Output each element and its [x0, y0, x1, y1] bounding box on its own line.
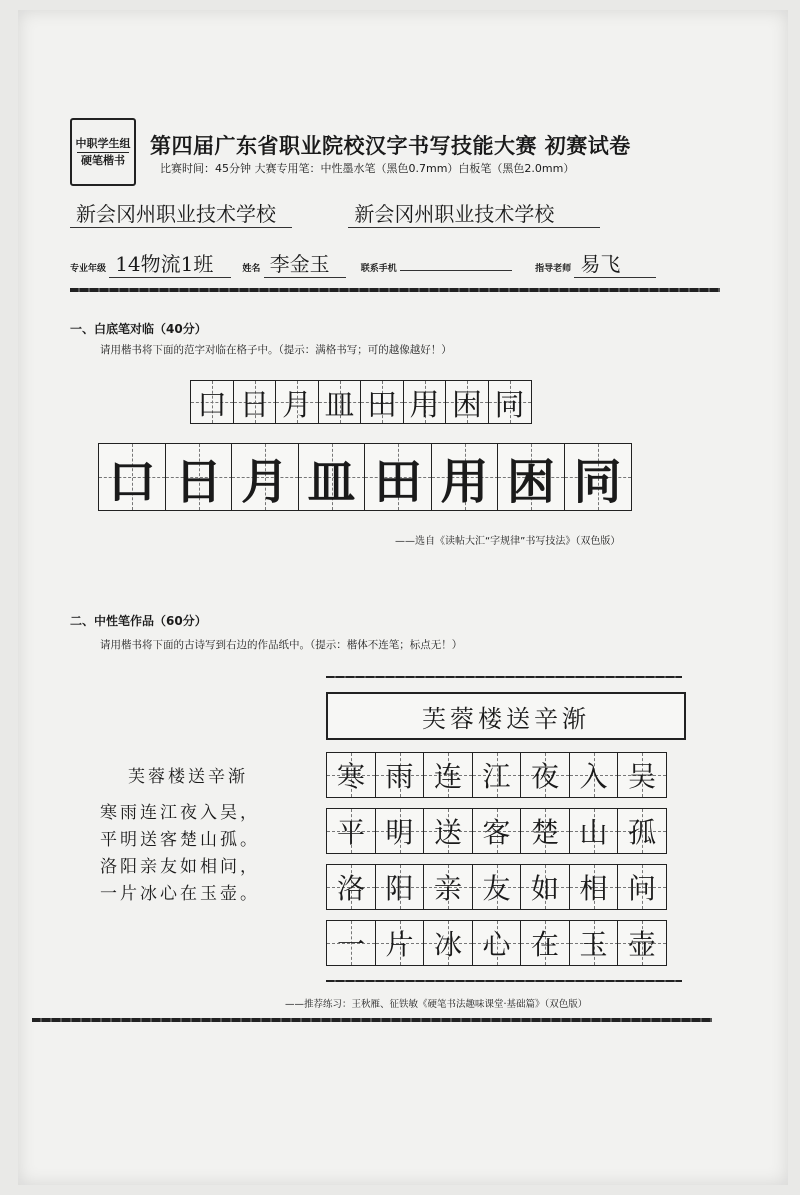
cell-char: 壶: [627, 928, 656, 961]
poem-grid-cell[interactable]: [520, 752, 570, 798]
cell-char: 寒: [336, 760, 365, 793]
section2-instruction: 请用楷书将下面的古诗写到右边的作品纸中。（提示：楷体不连笔；标点无！）: [100, 639, 463, 651]
poem-grid-cell[interactable]: [569, 752, 619, 798]
exam-subtitle: 比赛时间：45分钟 大赛专用笔：中性墨水笔（黑色0.7mm）白板笔（黑色2.0mm）: [160, 162, 575, 175]
cell-char: 问: [627, 872, 656, 905]
poem-left-title: 芙蓉楼送辛渐: [128, 767, 248, 787]
cell-char: 月: [282, 388, 312, 423]
section2-source: ——推荐练习：王秋雁、征铁敏《硬笔书法趣味课堂·基础篇》（双色版）: [285, 999, 588, 1010]
cell-char: 洛: [336, 872, 365, 905]
poem-grid-cell[interactable]: [472, 808, 522, 854]
cell-char: 明: [385, 816, 414, 849]
cell-char: 亲: [433, 872, 462, 905]
poem-grid-cell[interactable]: [326, 808, 376, 854]
poem-grid-row: [326, 752, 666, 798]
cell-char: 日: [239, 388, 270, 423]
poem-left-line: 一片冰心在玉壶。: [100, 884, 260, 904]
poem-grid-cell[interactable]: [617, 808, 667, 854]
poem-grid-cell[interactable]: [569, 864, 619, 910]
cell-char: 吴: [627, 760, 656, 793]
model-char-cell[interactable]: [233, 380, 277, 424]
cell-char: 口: [197, 388, 227, 423]
cell-char: 如: [530, 872, 559, 905]
poem-grid-cell[interactable]: [520, 808, 570, 854]
cell-char: 同: [573, 453, 622, 510]
practice-char-cell[interactable]: [231, 443, 299, 511]
name-field[interactable]: 李金玉: [264, 248, 346, 278]
practice-char-cell[interactable]: [497, 443, 565, 511]
cell-char: 客: [482, 816, 511, 849]
stamp-bottom-text: 硬笔楷书: [81, 153, 125, 167]
cell-char: 夜: [530, 760, 559, 793]
info-row: [70, 248, 656, 278]
poem-grid-cell[interactable]: [472, 752, 522, 798]
poem-grid-cell[interactable]: [326, 920, 376, 966]
footer-divider: [32, 1018, 712, 1022]
cell-char: 用: [409, 388, 440, 423]
cell-char: 一: [336, 928, 365, 961]
header-divider: [70, 288, 720, 292]
poem-grid-cell[interactable]: [569, 920, 619, 966]
cell-char: 相: [579, 872, 608, 905]
school-row: [70, 198, 600, 228]
model-char-cell[interactable]: [403, 380, 447, 424]
poem-grid-cell[interactable]: [375, 808, 425, 854]
cell-char: 江: [482, 760, 511, 793]
model-chars-row: [190, 380, 530, 424]
cell-char: 友: [482, 872, 511, 905]
model-char-cell[interactable]: [445, 380, 489, 424]
cell-char: 困: [452, 388, 482, 423]
teacher-label: 指导老师: [535, 264, 572, 274]
poem-grid-row: [326, 864, 666, 910]
practice-char-cell[interactable]: [298, 443, 366, 511]
category-stamp: [70, 118, 136, 186]
cell-char: 雨: [385, 760, 414, 793]
section1-instruction: 请用楷书将下面的范字对临在格子中。（提示：满格书写；可的越像越好！）: [100, 344, 452, 356]
practice-char-cell[interactable]: [98, 443, 166, 511]
poem-grid-cell[interactable]: [520, 864, 570, 910]
poem-top-rule: [326, 676, 682, 678]
cell-char: 口: [107, 453, 156, 510]
section1-title: 一、白底笔对临（40分）: [70, 322, 207, 336]
poem-grid-cell[interactable]: [569, 808, 619, 854]
cell-char: 皿: [324, 388, 355, 423]
practice-char-cell[interactable]: [431, 443, 499, 511]
cell-char: 在: [530, 928, 559, 961]
cell-char: 片: [385, 928, 414, 961]
poem-left-line: 洛阳亲友如相问，: [100, 857, 260, 877]
practice-char-cell[interactable]: [564, 443, 632, 511]
poem-grid-cell[interactable]: [326, 864, 376, 910]
practice-char-cell[interactable]: [364, 443, 432, 511]
section1-source: ——选自《读帖大汇“字规律”书写技法》（双色版）: [395, 536, 621, 547]
teacher-field[interactable]: 易飞: [574, 248, 656, 278]
cell-char: 入: [579, 760, 608, 793]
poem-grid-row: [326, 920, 666, 966]
poem-grid-cell[interactable]: [617, 752, 667, 798]
poem-title-box: 芙蓉楼送辛渐: [326, 692, 686, 740]
cell-char: 山: [579, 816, 608, 849]
cell-char: 平: [336, 816, 365, 849]
poem-grid-cell[interactable]: [423, 808, 473, 854]
poem-grid-cell[interactable]: [375, 752, 425, 798]
model-char-cell[interactable]: [318, 380, 362, 424]
poem-grid-cell[interactable]: [375, 864, 425, 910]
poem-grid-cell[interactable]: [423, 920, 473, 966]
cell-char: 玉: [579, 928, 608, 961]
unit-field[interactable]: 新会冈州职业技术学校: [348, 198, 600, 228]
cell-char: 月: [240, 453, 289, 510]
exam-title: 第四届广东省职业院校汉字书写技能大赛 初赛试卷: [150, 134, 631, 158]
cell-char: 孤: [627, 816, 656, 849]
poem-grid-cell[interactable]: [617, 864, 667, 910]
practice-char-cell[interactable]: [165, 443, 233, 511]
model-char-cell[interactable]: [488, 380, 532, 424]
poem-grid-cell[interactable]: [423, 864, 473, 910]
cell-char: 楚: [530, 816, 559, 849]
cell-char: 连: [433, 760, 462, 793]
poem-grid-cell[interactable]: [423, 752, 473, 798]
poem-grid-cell[interactable]: [375, 920, 425, 966]
practice-chars-row: [98, 443, 630, 511]
cell-char: 同: [494, 388, 525, 423]
model-char-cell[interactable]: [360, 380, 404, 424]
stamp-top-text: 中职学生组: [75, 136, 131, 150]
poem-left-line: 平明送客楚山孤。: [100, 830, 260, 850]
cell-char: 阳: [385, 872, 414, 905]
poem-grid-cell[interactable]: [520, 920, 570, 966]
cell-char: 冰: [433, 928, 462, 961]
cell-char: 送: [433, 816, 462, 849]
cell-char: 用: [440, 453, 489, 510]
cell-char: 困: [506, 453, 555, 510]
name-label: 姓名: [242, 264, 261, 274]
poem-grid-cell[interactable]: [617, 920, 667, 966]
cell-char: 心: [482, 928, 511, 961]
cell-char: 田: [373, 453, 422, 510]
phone-label: 联系手机: [360, 264, 397, 274]
poem-grid-cell[interactable]: [472, 920, 522, 966]
cell-char: 田: [367, 388, 397, 423]
poem-grid-row: [326, 808, 666, 854]
cell-char: 日: [174, 453, 223, 510]
major-label: 专业年级: [70, 264, 107, 274]
poem-grid-cell[interactable]: [326, 752, 376, 798]
poem-grid-cell[interactable]: [472, 864, 522, 910]
poem-bottom-rule: [326, 980, 682, 982]
section2-title: 二、中性笔作品（60分）: [70, 614, 207, 628]
model-char-cell[interactable]: [190, 380, 234, 424]
phone-field[interactable]: [400, 270, 512, 271]
major-field[interactable]: 14物流1班: [109, 248, 231, 278]
cell-char: 皿: [307, 453, 356, 510]
model-char-cell[interactable]: [275, 380, 319, 424]
school-field[interactable]: 新会冈州职业技术学校: [70, 198, 292, 228]
poem-left-line: 寒雨连江夜入吴，: [100, 803, 260, 823]
